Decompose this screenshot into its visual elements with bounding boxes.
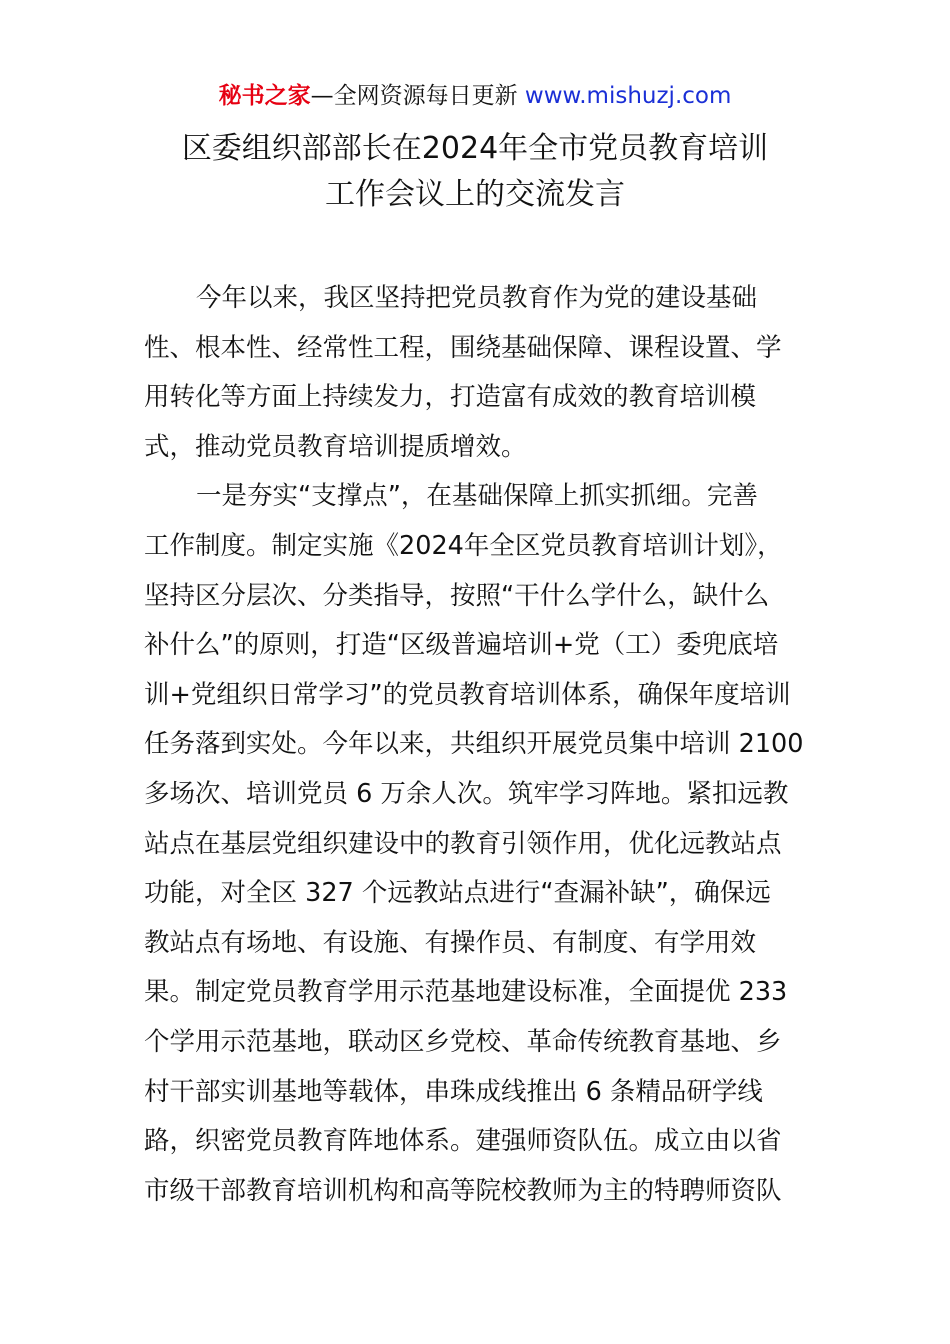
text-line: 补什么”的原则，打造“区级普遍培训+党（工）委兜底培 <box>144 630 779 661</box>
text-line: 训+党组织日常学习”的党员教育培训体系，确保年度培训 <box>144 679 791 710</box>
document-title <box>0 126 950 218</box>
header-slogan: —全网资源每日更新 <box>310 83 525 109</box>
site-url-link[interactable]: www.mishuzj.com <box>524 83 732 109</box>
text-line: 工作制度。制定实施《2024年全区党员教育培训计划》， <box>144 530 783 561</box>
document-body <box>144 274 808 1216</box>
text-line: 村干部实训基地等载体，串珠成线推出 6 条精品研学线 <box>144 1076 763 1107</box>
text-line: 果。制定党员教育学用示范基地建设标准，全面提优 233 <box>144 977 788 1008</box>
text-line: 多场次、培训党员 6 万余人次。筑牢学习阵地。紧扣远教 <box>144 778 789 809</box>
text-line: 个学用示范基地，联动区乡党校、革命传统教育基地、乡 <box>144 1026 782 1057</box>
text-line: 路，织密党员教育阵地体系。建强师资队伍。成立由以省 <box>144 1126 782 1157</box>
text-line: 市级干部教育培训机构和高等院校教师为主的特聘师资队 <box>144 1175 782 1206</box>
text-line: 式，推动党员教育培训提质增效。 <box>144 431 527 462</box>
title-line-2: 工作会议上的交流发言 <box>325 177 625 212</box>
text-line: 站点在基层党组织建设中的教育引领作用，优化远教站点 <box>144 828 782 859</box>
text-line: 性、根本性、经常性工程，围绕基础保障、课程设置、学 <box>144 332 782 363</box>
paragraph-intro <box>144 274 808 472</box>
text-line: 用转化等方面上持续发力，打造富有成效的教育培训模 <box>144 382 757 413</box>
site-header <box>0 80 950 112</box>
title-line-1: 区委组织部部长在2024年全市党员教育培训 <box>181 131 769 166</box>
brand-name: 秘书之家 <box>218 83 311 109</box>
text-line: 任务落到实处。今年以来，共组织开展党员集中培训 2100 <box>144 729 804 760</box>
text-line: 一是夯实“支撑点”，在基础保障上抓实抓细。完善 <box>196 481 758 512</box>
text-line: 功能，对全区 327 个远教站点进行“查漏补缺”，确保远 <box>144 878 771 909</box>
paragraph-section-one <box>144 472 808 1216</box>
text-line: 坚持区分层次、分类指导，按照“干什么学什么，缺什么 <box>144 580 770 611</box>
text-line: 今年以来，我区坚持把党员教育作为党的建设基础 <box>196 283 758 313</box>
text-line: 教站点有场地、有设施、有操作员、有制度、有学用效 <box>144 927 757 958</box>
